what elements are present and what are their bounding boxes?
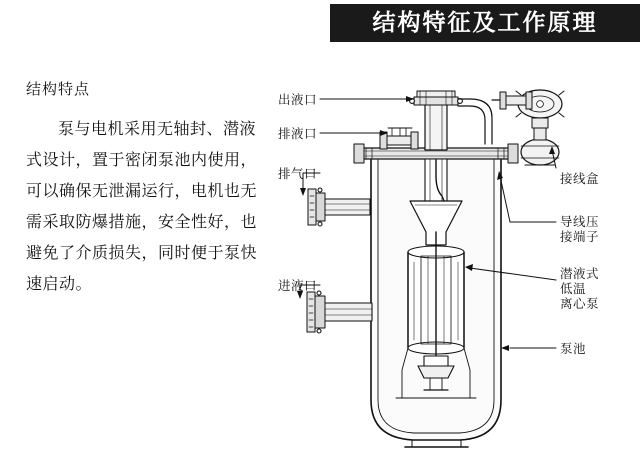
cable-terminal-gland — [521, 128, 559, 165]
callout-terminal-line2: 接端子 — [560, 229, 600, 244]
callout-pump-line2: 低温 — [560, 281, 587, 296]
drain-port-fitting — [380, 128, 418, 149]
callout-pump-line3: 离心泵 — [560, 296, 600, 311]
cable-conduit — [458, 92, 532, 144]
vent-port-nozzle — [308, 188, 370, 226]
page-title: 结构特征及工作原理 — [372, 10, 598, 36]
callout-pump-line1: 潜液式 — [560, 266, 600, 281]
callout-sump: 泵池 — [560, 341, 587, 356]
section-heading: 结构特点 — [26, 80, 91, 98]
callout-vent: 排气口 — [278, 166, 318, 181]
inlet-port-nozzle — [307, 291, 372, 333]
section-paragraph: 泵与电机采用无轴封、潜液式设计，置于密闭泵池内使用，可以确保无泄漏运行，电机也无需采取防爆措施，安全性好，也避免了介质损失，同时便于泵快速启动。 — [26, 119, 258, 293]
callout-terminal-line1: 导线压 — [560, 214, 600, 229]
callout-drain: 排液口 — [278, 126, 318, 141]
callout-terminal — [560, 214, 599, 244]
callout-outlet: 出液口 — [278, 92, 318, 107]
flange-lug-right — [508, 144, 518, 163]
callout-pump — [560, 266, 599, 311]
callout-inlet: 进液口 — [278, 278, 318, 293]
flange-lug-left — [354, 144, 364, 163]
callout-junction-box: 接线盒 — [560, 171, 600, 186]
outlet-flange — [410, 91, 463, 105]
